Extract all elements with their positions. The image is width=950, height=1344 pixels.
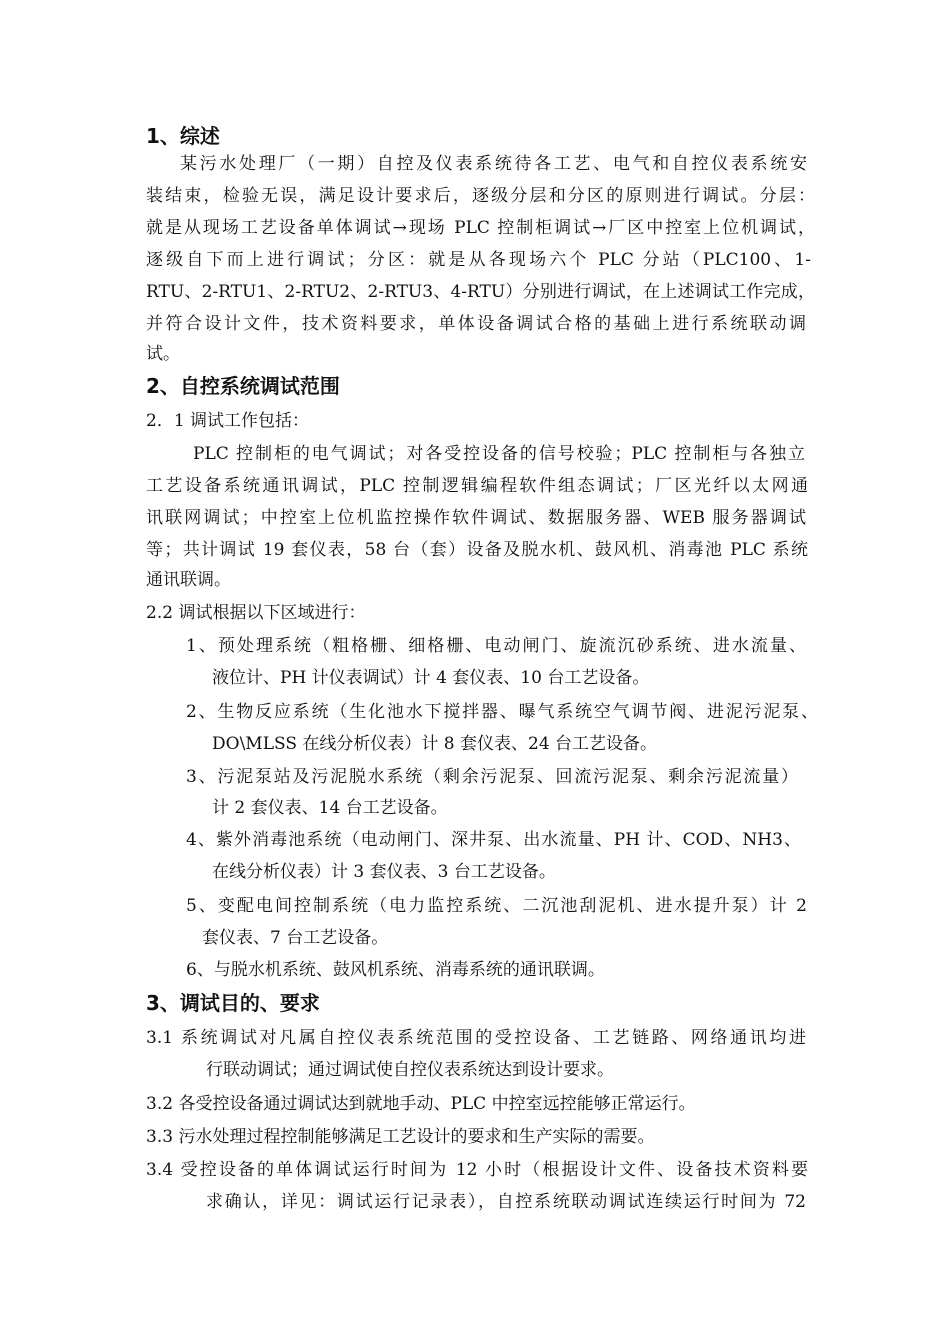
subheading-2-2: 2.2 调试根据以下区域进行： xyxy=(146,603,366,623)
region-item-1-cont: 液位计、PH 计仪表调试）计 4 套仪表、10 台工艺设备。 xyxy=(212,668,650,688)
section-1-heading: 1、综述 xyxy=(146,124,220,148)
s1-para-line: 逐级自下而上进行调试；分区：就是从各现场六个 PLC 分站（PLC100、1- xyxy=(146,250,811,270)
s1-para-line: 装结束，检验无误，满足设计要求后，逐级分层和分区的原则进行调试。分层： xyxy=(146,186,815,206)
region-item-6: 6、与脱水机系统、鼓风机系统、消毒系统的通讯联调。 xyxy=(186,960,605,980)
req-item-3-4-cont: 求确认，详见：调试运行记录表），自控系统联动调试连续运行时间为 72 xyxy=(206,1192,806,1212)
s1-para-line: 试。 xyxy=(146,344,180,364)
s1-para-line: 某污水处理厂（一期）自控及仪表系统待各工艺、电气和自控仪表系统安 xyxy=(180,154,807,174)
region-item-1: 1、预处理系统（粗格栅、细格栅、电动闸门、旋流沉砂系统、进水流量、 xyxy=(186,636,806,656)
req-item-3-1: 3.1 系统调试对凡属自控仪表系统范围的受控设备、工艺链路、网络通讯均进 xyxy=(146,1028,806,1048)
region-item-2: 2、生物反应系统（生化池水下搅拌器、曝气系统空气调节阀、进泥污泥泵、 xyxy=(186,702,818,722)
region-item-4: 4、紫外消毒池系统（电动闸门、深井泵、出水流量、PH 计、COD、NH3、 xyxy=(186,830,801,850)
s2-para-line: 等；共计调试 19 套仪表，58 台（套）设备及脱水机、鼓风机、消毒池 PLC 系统 xyxy=(146,540,808,560)
req-item-3-4: 3.4 受控设备的单体调试运行时间为 12 小时（根据设计文件、设备技术资料要 xyxy=(146,1160,808,1180)
region-item-2-cont: DO\MLSS 在线分析仪表）计 8 套仪表、24 台工艺设备。 xyxy=(212,734,658,754)
s2-para-line: PLC 控制柜的电气调试；对各受控设备的信号校验；PLC 控制柜与各独立 xyxy=(193,444,805,464)
req-item-3-2: 3.2 各受控设备通过调试达到就地手动、PLC 中控室远控能够正常运行。 xyxy=(146,1094,696,1114)
section-2-heading: 2、自控系统调试范围 xyxy=(146,374,340,398)
section-3-heading: 3、调试目的、要求 xyxy=(146,991,320,1015)
req-item-3-1-cont: 行联动调试；通过调试使自控仪表系统达到设计要求。 xyxy=(206,1060,614,1080)
region-item-3-cont: 计 2 套仪表、14 台工艺设备。 xyxy=(212,798,448,818)
region-item-4-cont: 在线分析仪表）计 3 套仪表、3 台工艺设备。 xyxy=(212,862,556,882)
subheading-2-1: 2．1 调试工作包括： xyxy=(146,411,310,431)
s2-para-line: 通讯联调。 xyxy=(146,570,231,590)
region-item-5-cont: 套仪表、7 台工艺设备。 xyxy=(202,928,389,948)
s2-para-line: 讯联网调试；中控室上位机监控操作软件调试、数据服务器、WEB 服务器调试 xyxy=(146,508,806,528)
region-item-5: 5、变配电间控制系统（电力监控系统、二沉池刮泥机、进水提升泵）计 2 xyxy=(186,896,807,916)
s1-para-line: RTU、2-RTU1、2-RTU2、2-RTU3、4-RTU）分别进行调试，在上述调试工作完成， xyxy=(146,282,815,302)
s1-para-line: 并符合设计文件，技术资料要求，单体设备调试合格的基础上进行系统联动调 xyxy=(146,314,806,334)
region-item-3: 3、污泥泵站及污泥脱水系统（剩余污泥泵、回流污泥泵、剩余污泥流量） xyxy=(186,767,798,787)
s2-para-line: 工艺设备系统通讯调试，PLC 控制逻辑编程软件组态调试；厂区光纤以太网通 xyxy=(146,476,808,496)
req-item-3-3: 3.3 污水处理过程控制能够满足工艺设计的要求和生产实际的需要。 xyxy=(146,1127,655,1147)
s1-para-line: 就是从现场工艺设备单体调试→现场 PLC 控制柜调试→厂区中控室上位机调试， xyxy=(146,218,815,238)
